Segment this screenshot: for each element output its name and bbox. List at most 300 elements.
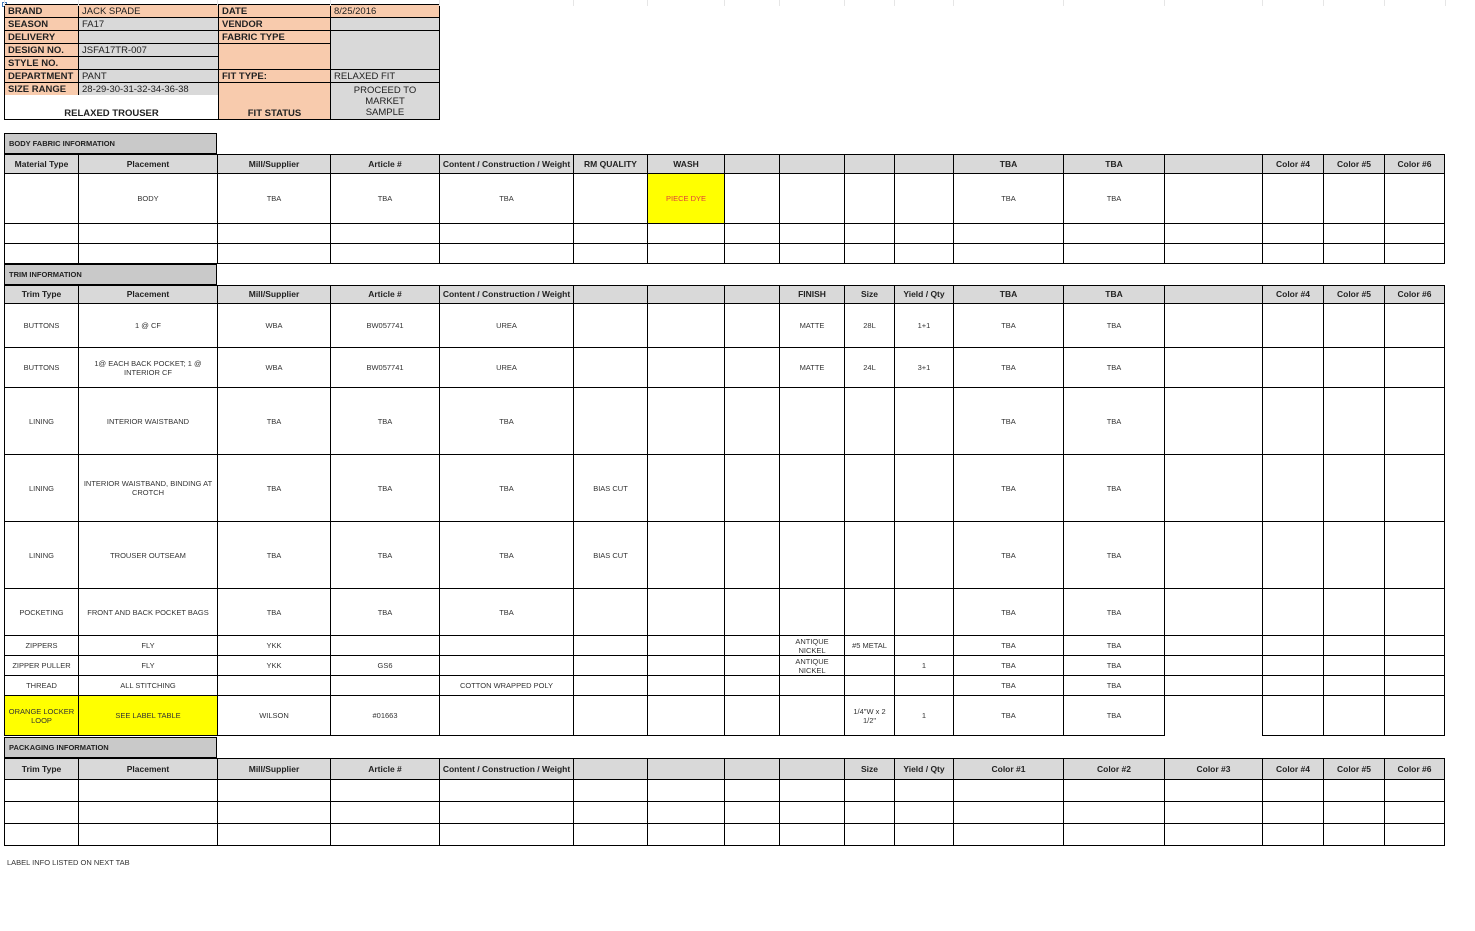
table-cell[interactable]	[779, 589, 844, 636]
table-cell[interactable]	[647, 244, 724, 264]
table-cell[interactable]: #5 METAL	[844, 636, 894, 656]
column-gridline	[953, 0, 954, 6]
table-cell[interactable]	[1384, 780, 1445, 802]
table-cell[interactable]	[1323, 636, 1384, 656]
table-cell[interactable]	[724, 696, 779, 736]
table-cell[interactable]	[439, 636, 573, 656]
table-cell[interactable]	[844, 522, 894, 589]
table-cell[interactable]: TBA	[953, 348, 1063, 388]
packaging-section-header: Color #3	[1164, 758, 1262, 780]
table-cell[interactable]	[4, 244, 78, 264]
table-cell[interactable]: FLY	[78, 636, 217, 656]
body-section-header: Color #5	[1323, 154, 1384, 174]
table-cell[interactable]	[894, 589, 953, 636]
table-cell[interactable]	[1323, 676, 1384, 696]
table-cell[interactable]: MATTE	[779, 348, 844, 388]
table-cell[interactable]	[953, 224, 1063, 244]
table-cell[interactable]	[78, 780, 217, 802]
table-cell[interactable]	[779, 174, 844, 224]
table-cell[interactable]: 3+1	[894, 348, 953, 388]
table-cell[interactable]: TBA	[217, 174, 330, 224]
season-value[interactable]: FA17	[78, 17, 219, 31]
table-cell[interactable]: ALL STITCHING	[78, 676, 217, 696]
table-cell[interactable]: BIAS CUT	[573, 455, 647, 522]
table-cell[interactable]	[217, 676, 330, 696]
table-cell[interactable]	[844, 780, 894, 802]
table-cell[interactable]	[1384, 656, 1445, 676]
table-cell[interactable]: BW057741	[330, 304, 439, 348]
table-cell[interactable]	[78, 244, 217, 264]
table-cell[interactable]	[573, 224, 647, 244]
table-cell[interactable]	[1063, 780, 1164, 802]
table-cell[interactable]: TBA	[330, 455, 439, 522]
table-cell[interactable]: YKK	[217, 656, 330, 676]
table-cell[interactable]	[647, 348, 724, 388]
table-cell[interactable]	[1384, 174, 1445, 224]
table-cell[interactable]: 1@ EACH BACK POCKET; 1 @ INTERIOR CF	[78, 348, 217, 388]
table-cell[interactable]	[647, 696, 724, 736]
table-cell[interactable]	[647, 676, 724, 696]
table-cell[interactable]	[779, 244, 844, 264]
table-cell[interactable]	[1164, 780, 1262, 802]
table-cell[interactable]: TBA	[1063, 388, 1164, 455]
table-cell[interactable]: TBA	[439, 174, 573, 224]
table-cell[interactable]	[724, 656, 779, 676]
table-cell[interactable]: BW057741	[330, 348, 439, 388]
table-cell[interactable]	[1164, 656, 1262, 676]
table-cell[interactable]	[894, 224, 953, 244]
table-cell[interactable]	[1262, 174, 1323, 224]
table-cell[interactable]: ZIPPERS	[4, 636, 78, 656]
table-cell[interactable]	[330, 244, 439, 264]
table-cell[interactable]: TBA	[330, 388, 439, 455]
table-cell[interactable]	[1164, 348, 1262, 388]
table-cell[interactable]	[844, 174, 894, 224]
table-cell[interactable]	[724, 780, 779, 802]
table-cell[interactable]	[573, 696, 647, 736]
table-cell[interactable]	[1323, 304, 1384, 348]
table-cell[interactable]	[1323, 174, 1384, 224]
table-cell[interactable]	[1384, 636, 1445, 656]
table-cell[interactable]	[1063, 802, 1164, 824]
table-cell[interactable]	[1262, 676, 1323, 696]
table-cell[interactable]	[439, 802, 573, 824]
table-cell[interactable]	[573, 244, 647, 264]
table-cell[interactable]	[1384, 455, 1445, 522]
table-cell[interactable]: TBA	[439, 589, 573, 636]
size-range-label: SIZE RANGE	[4, 82, 79, 96]
table-cell[interactable]	[1262, 388, 1323, 455]
table-cell[interactable]	[217, 802, 330, 824]
table-cell[interactable]: UREA	[439, 304, 573, 348]
table-cell[interactable]	[647, 802, 724, 824]
table-cell[interactable]	[647, 780, 724, 802]
table-cell[interactable]	[779, 455, 844, 522]
table-cell[interactable]	[1323, 589, 1384, 636]
table-cell[interactable]	[1164, 224, 1262, 244]
table-cell[interactable]	[647, 656, 724, 676]
table-cell[interactable]	[844, 802, 894, 824]
table-cell[interactable]	[894, 244, 953, 264]
table-cell[interactable]: TBA	[1063, 455, 1164, 522]
table-cell[interactable]	[1384, 676, 1445, 696]
table-cell[interactable]	[647, 455, 724, 522]
table-cell[interactable]: TBA	[330, 522, 439, 589]
table-cell[interactable]	[1164, 636, 1262, 656]
table-cell[interactable]: TBA	[330, 174, 439, 224]
table-cell[interactable]	[724, 589, 779, 636]
table-cell[interactable]: TBA	[1063, 589, 1164, 636]
table-cell[interactable]: SEE LABEL TABLE	[78, 696, 217, 736]
table-cell[interactable]	[4, 824, 78, 846]
table-cell[interactable]: TBA	[953, 304, 1063, 348]
table-cell[interactable]: TBA	[217, 388, 330, 455]
table-cell[interactable]	[844, 244, 894, 264]
table-cell[interactable]	[779, 696, 844, 736]
table-cell[interactable]	[573, 348, 647, 388]
table-cell[interactable]	[779, 224, 844, 244]
design-no-value[interactable]: JSFA17TR-007	[78, 43, 219, 57]
table-cell[interactable]: TBA	[1063, 522, 1164, 589]
table-cell[interactable]	[894, 802, 953, 824]
table-cell[interactable]	[1063, 224, 1164, 244]
table-cell[interactable]: WBA	[217, 348, 330, 388]
table-cell[interactable]	[724, 348, 779, 388]
table-cell[interactable]	[4, 174, 78, 224]
packaging-section-header	[573, 758, 647, 780]
table-cell[interactable]	[1262, 455, 1323, 522]
table-cell[interactable]: TBA	[953, 522, 1063, 589]
table-cell[interactable]	[330, 780, 439, 802]
design-no-label: DESIGN NO.	[4, 43, 79, 57]
table-cell[interactable]	[573, 304, 647, 348]
table-cell[interactable]	[779, 802, 844, 824]
table-cell[interactable]	[217, 824, 330, 846]
table-cell[interactable]	[724, 174, 779, 224]
table-cell[interactable]	[573, 388, 647, 455]
table-cell[interactable]: THREAD	[4, 676, 78, 696]
table-cell[interactable]	[573, 802, 647, 824]
table-cell[interactable]	[1164, 824, 1262, 846]
table-cell[interactable]: 1	[894, 696, 953, 736]
table-cell[interactable]: ORANGE LOCKER LOOP	[4, 696, 78, 736]
table-cell[interactable]	[1063, 244, 1164, 264]
table-cell[interactable]	[1384, 224, 1445, 244]
table-cell[interactable]	[724, 824, 779, 846]
trim-section-header: TBA	[1063, 285, 1164, 304]
table-cell[interactable]: LINING	[4, 388, 78, 455]
table-cell[interactable]: 24L	[844, 348, 894, 388]
brand-value[interactable]: JACK SPADE	[78, 4, 219, 18]
table-cell[interactable]	[894, 676, 953, 696]
table-cell[interactable]	[78, 802, 217, 824]
trim-section-header: Color #5	[1323, 285, 1384, 304]
table-cell[interactable]	[894, 388, 953, 455]
table-cell[interactable]	[330, 224, 439, 244]
table-cell[interactable]	[1323, 244, 1384, 264]
table-cell[interactable]	[330, 824, 439, 846]
table-cell[interactable]	[779, 780, 844, 802]
table-cell[interactable]	[724, 455, 779, 522]
table-cell[interactable]: 1	[894, 656, 953, 676]
table-cell[interactable]	[724, 522, 779, 589]
table-cell[interactable]	[573, 589, 647, 636]
table-cell[interactable]: ANTIQUE NICKEL	[779, 636, 844, 656]
table-cell[interactable]	[1384, 522, 1445, 589]
table-cell[interactable]: INTERIOR WAISTBAND, BINDING AT CROTCH	[78, 455, 217, 522]
table-cell[interactable]	[724, 636, 779, 656]
fit-status-value[interactable]: PROCEED TO MARKET SAMPLE	[330, 82, 440, 120]
table-cell[interactable]: GS6	[330, 656, 439, 676]
table-cell[interactable]	[724, 244, 779, 264]
vendor-value[interactable]	[330, 17, 440, 31]
table-cell[interactable]	[1262, 824, 1323, 846]
body-section-header: RM QUALITY	[573, 154, 647, 174]
table-cell[interactable]	[1164, 522, 1262, 589]
table-cell[interactable]	[573, 676, 647, 696]
table-cell[interactable]: TBA	[953, 388, 1063, 455]
table-cell[interactable]	[1262, 244, 1323, 264]
table-cell[interactable]	[1323, 348, 1384, 388]
table-cell[interactable]	[1262, 589, 1323, 636]
table-cell[interactable]	[1323, 696, 1384, 736]
table-cell[interactable]: BUTTONS	[4, 304, 78, 348]
table-cell[interactable]	[953, 824, 1063, 846]
body-section-header	[779, 154, 844, 174]
table-cell[interactable]	[439, 244, 573, 264]
table-cell[interactable]	[844, 676, 894, 696]
table-cell[interactable]	[439, 780, 573, 802]
table-cell[interactable]: TBA	[1063, 174, 1164, 224]
table-cell[interactable]	[573, 780, 647, 802]
table-cell[interactable]: TBA	[953, 589, 1063, 636]
table-cell[interactable]	[647, 522, 724, 589]
table-cell[interactable]	[1164, 589, 1262, 636]
table-cell[interactable]	[844, 224, 894, 244]
table-cell[interactable]	[1384, 589, 1445, 636]
table-cell[interactable]	[894, 522, 953, 589]
table-cell[interactable]	[439, 656, 573, 676]
table-cell[interactable]: TBA	[217, 589, 330, 636]
table-cell[interactable]	[779, 388, 844, 455]
table-cell[interactable]	[1384, 824, 1445, 846]
table-cell[interactable]	[844, 824, 894, 846]
table-cell[interactable]	[724, 676, 779, 696]
fit-type-value[interactable]: RELAXED FIT	[330, 69, 440, 83]
table-cell[interactable]: TROUSER OUTSEAM	[78, 522, 217, 589]
trim-section-header: Article #	[330, 285, 439, 304]
table-cell[interactable]	[1323, 802, 1384, 824]
table-cell[interactable]	[1323, 656, 1384, 676]
table-cell[interactable]	[439, 824, 573, 846]
table-cell[interactable]	[953, 802, 1063, 824]
size-range-value[interactable]: 28-29-30-31-32-34-36-38	[78, 82, 219, 96]
fabric-type-value[interactable]	[330, 30, 440, 70]
table-cell[interactable]: FRONT AND BACK POCKET BAGS	[78, 589, 217, 636]
table-cell[interactable]	[894, 174, 953, 224]
table-cell[interactable]	[573, 824, 647, 846]
table-cell[interactable]: #01663	[330, 696, 439, 736]
table-cell[interactable]: TBA	[439, 388, 573, 455]
table-cell[interactable]	[1323, 824, 1384, 846]
table-cell[interactable]: PIECE DYE	[647, 174, 724, 224]
table-cell[interactable]	[78, 824, 217, 846]
table-cell[interactable]	[573, 656, 647, 676]
trim-section-header: TBA	[953, 285, 1063, 304]
table-cell[interactable]	[779, 676, 844, 696]
table-cell[interactable]	[1164, 696, 1262, 736]
table-cell[interactable]: TBA	[953, 455, 1063, 522]
table-cell[interactable]	[1262, 780, 1323, 802]
table-cell[interactable]: TBA	[1063, 636, 1164, 656]
table-cell[interactable]	[330, 676, 439, 696]
table-cell[interactable]	[1164, 244, 1262, 264]
table-cell[interactable]	[1262, 656, 1323, 676]
table-cell[interactable]: COTTON WRAPPED POLY	[439, 676, 573, 696]
table-cell[interactable]	[844, 589, 894, 636]
table-cell[interactable]: LINING	[4, 522, 78, 589]
table-cell[interactable]: TBA	[217, 522, 330, 589]
table-cell[interactable]	[844, 656, 894, 676]
table-cell[interactable]: TBA	[1063, 656, 1164, 676]
table-cell[interactable]	[1384, 696, 1445, 736]
table-cell[interactable]: TBA	[1063, 304, 1164, 348]
table-cell[interactable]	[1262, 304, 1323, 348]
table-cell[interactable]: TBA	[953, 656, 1063, 676]
packaging-section-header: Color #5	[1323, 758, 1384, 780]
table-cell[interactable]: FLY	[78, 656, 217, 676]
table-cell[interactable]: 1+1	[894, 304, 953, 348]
table-cell[interactable]: TBA	[953, 676, 1063, 696]
table-cell[interactable]	[1323, 522, 1384, 589]
table-cell[interactable]	[1323, 455, 1384, 522]
table-cell[interactable]: TBA	[439, 455, 573, 522]
body-section-header: TBA	[1063, 154, 1164, 174]
table-cell[interactable]	[1384, 304, 1445, 348]
table-cell[interactable]	[1262, 522, 1323, 589]
table-cell[interactable]: INTERIOR WAISTBAND	[78, 388, 217, 455]
table-cell[interactable]: TBA	[1063, 676, 1164, 696]
table-cell[interactable]	[894, 780, 953, 802]
table-cell[interactable]	[844, 455, 894, 522]
table-cell[interactable]: TBA	[953, 174, 1063, 224]
table-cell[interactable]	[1323, 780, 1384, 802]
table-cell[interactable]: BODY	[78, 174, 217, 224]
table-cell[interactable]	[1384, 802, 1445, 824]
table-cell[interactable]	[1262, 696, 1323, 736]
table-cell[interactable]	[779, 522, 844, 589]
table-cell[interactable]: BUTTONS	[4, 348, 78, 388]
table-cell[interactable]	[330, 802, 439, 824]
table-cell[interactable]	[439, 696, 573, 736]
table-cell[interactable]: TBA	[953, 696, 1063, 736]
table-cell[interactable]	[4, 224, 78, 244]
table-cell[interactable]	[573, 174, 647, 224]
table-cell[interactable]: TBA	[439, 522, 573, 589]
style-no-value[interactable]	[78, 56, 219, 70]
table-cell[interactable]	[894, 455, 953, 522]
table-cell[interactable]	[724, 802, 779, 824]
table-cell[interactable]: TBA	[1063, 696, 1164, 736]
table-cell[interactable]: POCKETING	[4, 589, 78, 636]
table-cell[interactable]: BIAS CUT	[573, 522, 647, 589]
table-cell[interactable]: 28L	[844, 304, 894, 348]
table-cell[interactable]	[647, 224, 724, 244]
table-cell[interactable]	[1164, 676, 1262, 696]
table-cell[interactable]	[1063, 824, 1164, 846]
table-cell[interactable]	[953, 780, 1063, 802]
table-cell[interactable]: 1/4"W x 2 1/2"	[844, 696, 894, 736]
table-cell[interactable]	[1262, 636, 1323, 656]
table-cell[interactable]	[1262, 224, 1323, 244]
table-cell[interactable]	[439, 224, 573, 244]
table-cell[interactable]: 1 @ CF	[78, 304, 217, 348]
table-cell[interactable]	[78, 224, 217, 244]
table-cell[interactable]	[647, 636, 724, 656]
table-cell[interactable]	[647, 388, 724, 455]
table-cell[interactable]	[1164, 304, 1262, 348]
table-cell[interactable]: YKK	[217, 636, 330, 656]
table-cell[interactable]	[330, 636, 439, 656]
table-cell[interactable]: WILSON	[217, 696, 330, 736]
table-cell[interactable]	[724, 304, 779, 348]
table-cell[interactable]	[647, 824, 724, 846]
table-cell[interactable]	[724, 388, 779, 455]
table-cell[interactable]: TBA	[217, 455, 330, 522]
date-value[interactable]: 8/25/2016	[330, 4, 440, 18]
table-cell[interactable]	[1262, 348, 1323, 388]
table-cell[interactable]: MATTE	[779, 304, 844, 348]
department-value[interactable]: PANT	[78, 69, 219, 83]
table-cell[interactable]	[724, 224, 779, 244]
table-cell[interactable]	[1164, 174, 1262, 224]
table-cell[interactable]	[1384, 348, 1445, 388]
table-cell[interactable]	[844, 388, 894, 455]
table-cell[interactable]	[217, 224, 330, 244]
table-cell[interactable]	[647, 304, 724, 348]
table-cell[interactable]	[217, 780, 330, 802]
table-cell[interactable]	[779, 824, 844, 846]
table-cell[interactable]	[4, 780, 78, 802]
table-cell[interactable]	[1164, 802, 1262, 824]
table-cell[interactable]: TBA	[1063, 348, 1164, 388]
table-cell[interactable]	[1164, 455, 1262, 522]
table-cell[interactable]	[894, 636, 953, 656]
table-cell[interactable]	[1164, 388, 1262, 455]
table-cell[interactable]: LINING	[4, 455, 78, 522]
table-cell[interactable]	[1323, 224, 1384, 244]
table-cell[interactable]	[1384, 244, 1445, 264]
table-cell[interactable]	[647, 589, 724, 636]
table-cell[interactable]: ZIPPER PULLER	[4, 656, 78, 676]
table-cell[interactable]	[894, 824, 953, 846]
table-cell[interactable]	[1262, 802, 1323, 824]
table-cell[interactable]	[1384, 388, 1445, 455]
delivery-value[interactable]	[78, 30, 219, 44]
body-section-header: Content / Construction / Weight	[439, 154, 573, 174]
table-cell[interactable]	[217, 244, 330, 264]
table-cell[interactable]: TBA	[330, 589, 439, 636]
table-cell[interactable]: UREA	[439, 348, 573, 388]
table-cell[interactable]	[1323, 388, 1384, 455]
table-cell[interactable]	[953, 244, 1063, 264]
table-cell[interactable]: ANTIQUE NICKEL	[779, 656, 844, 676]
trim-section-header: Content / Construction / Weight	[439, 285, 573, 304]
table-cell[interactable]	[4, 802, 78, 824]
table-cell[interactable]: WBA	[217, 304, 330, 348]
table-cell[interactable]: TBA	[953, 636, 1063, 656]
table-cell[interactable]	[573, 636, 647, 656]
